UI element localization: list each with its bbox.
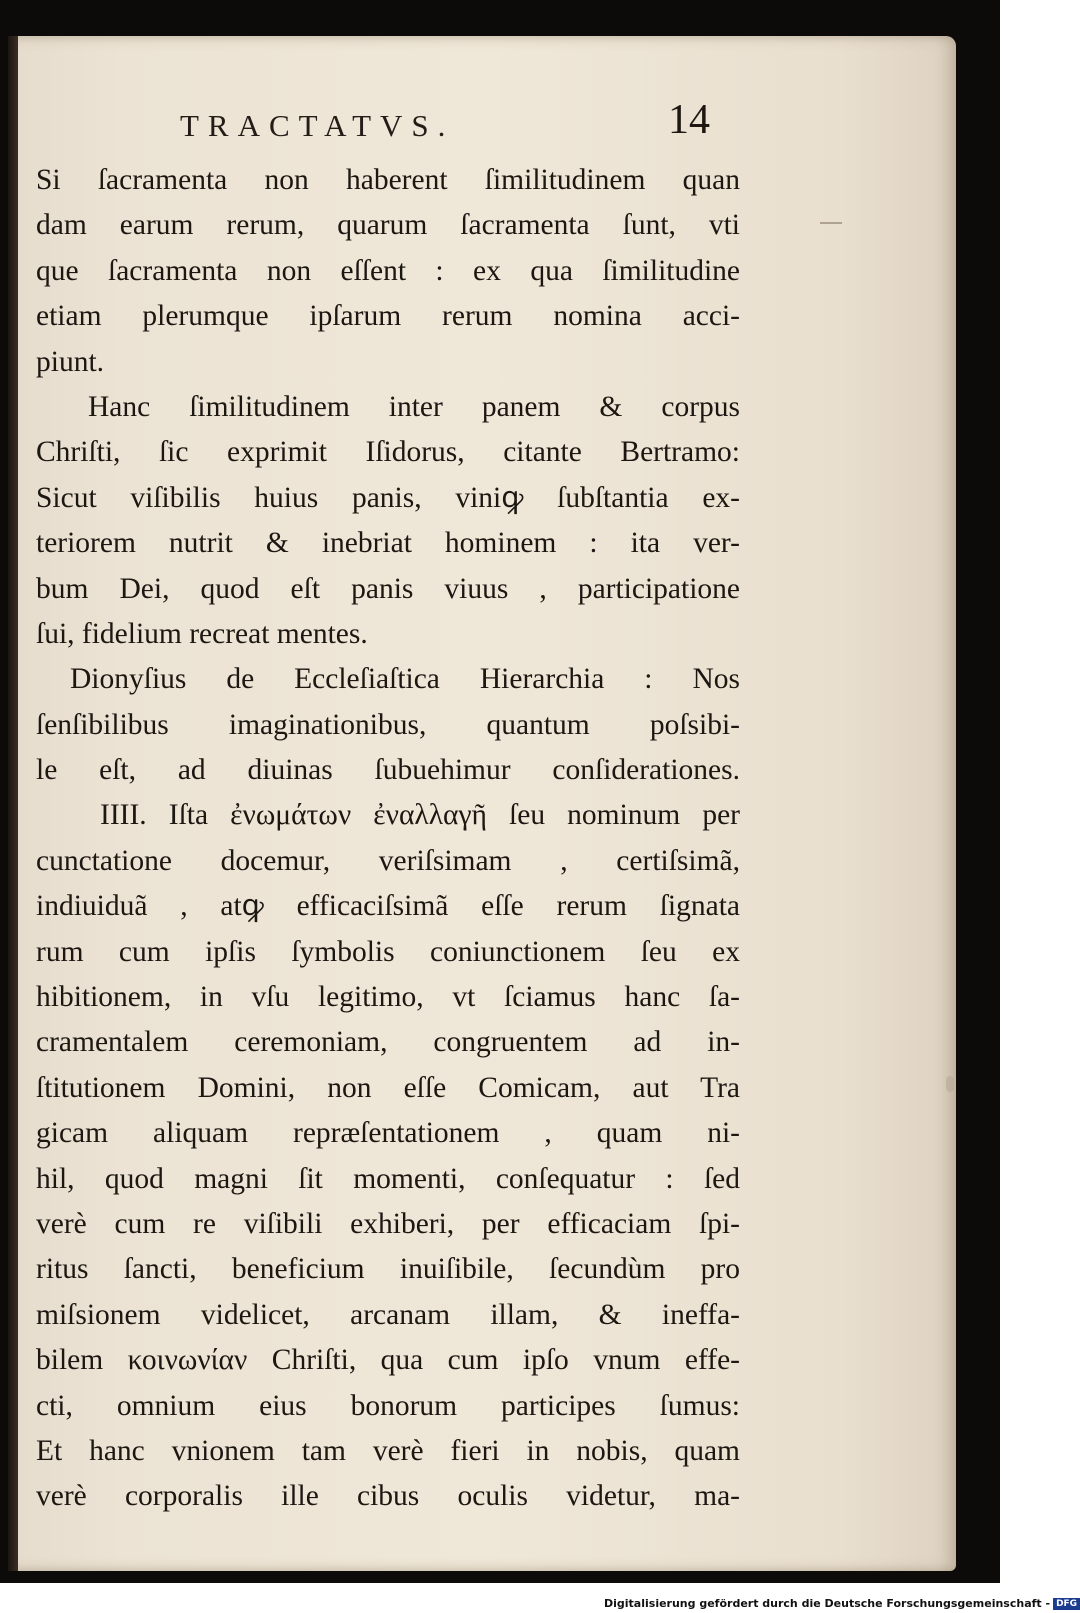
text-line: Hanc ſimilitudinem inter panem & corpus: [88, 390, 740, 423]
text-line: miſsionem videlicet, arcanam illam, & ineffa-: [36, 1298, 740, 1331]
text-line: IIII. Iſta ἐνωμάτων ἐναλλαγῆ ſeu nominum per: [100, 799, 740, 832]
text-line: Sicut viſibilis huius panis, viniꝙ ſubſtantia ex-: [36, 481, 740, 514]
text-line: ſtitutionem Domini, non eſſe Comicam, aut Tra: [36, 1071, 740, 1104]
page-number: 14: [668, 97, 710, 143]
text-line: verè corporalis ille cibus oculis videtur, ma-: [36, 1480, 740, 1513]
text-line: que ſacramenta non eſſent : ex qua ſimilitudine: [36, 254, 740, 287]
text-line: ritus ſancti, beneficium inuiſibile, ſecundùm pro: [36, 1253, 740, 1286]
text-line: ſenſibilibus imaginationibus, quantum poſsibi-: [36, 708, 740, 741]
text-line: ſui, fidelium recreat mentes.: [36, 617, 368, 650]
text-line: Si ſacramenta non haberent ſimilitudinem quan: [36, 164, 740, 196]
margin-stain: [946, 1076, 954, 1092]
text-line: bilem κοινωνίαν Chriſti, qua cum ipſo vnum effe-: [36, 1344, 740, 1377]
text-line: gicam aliquam repræſentationem , quam ni-: [36, 1117, 740, 1150]
text-line: bum Dei, quod eſt panis viuus , participatione: [36, 572, 740, 605]
text-line: etiam plerumque ipſarum rerum nomina acci-: [36, 300, 740, 333]
digitization-credit: [604, 1597, 1080, 1610]
digitization-credit-text: Digitalisierung gefördert durch die Deutsche Forschungsgemeinschaft -: [604, 1597, 1051, 1610]
text-line: teriorem nutrit & inebriat hominem : ita ver-: [36, 527, 740, 560]
text-line: hibitionem, in vſu legitimo, vt ſciamus hanc ſa-: [36, 981, 740, 1014]
text-line: cramentalem ceremoniam, congruentem ad in-: [36, 1026, 740, 1059]
text-line: le eſt, ad diuinas ſubuehimur conſiderationes.: [36, 754, 740, 787]
page-spine-shadow: [8, 36, 18, 1571]
text-line: Dionyſius de Eccleſiaſtica Hierarchia : Nos: [70, 663, 740, 696]
body-text: [36, 158, 740, 1520]
text-line: rum cum ipſis ſymbolis coniunctionem ſeu ex: [36, 935, 740, 968]
text-line: hil, quod magni ſit momenti, conſequatur : ſed: [36, 1162, 740, 1195]
text-line: cti, omnium eius bonorum participes ſumus:: [36, 1389, 740, 1422]
text-line: Et hanc vnionem tam verè fieri in nobis, quam: [36, 1434, 740, 1467]
running-head: TRACTATVS.: [180, 108, 455, 143]
text-line: verè cum re viſibili exhiberi, per efficaciam ſpi-: [36, 1207, 740, 1240]
text-line: piunt.: [36, 345, 105, 378]
text-line: indiuiduã , atꝙ efficaciſsimã eſſe rerum ſignata: [36, 890, 740, 923]
margin-mark: [820, 222, 842, 224]
text-line: dam earum rerum, quarum ſacramenta ſunt, vti: [36, 209, 740, 242]
text-line: Chriſti, ſic exprimit Iſidorus, citante Bertramo:: [36, 436, 740, 469]
text-line: cunctatione docemur, veriſsimam , certiſsimã,: [36, 844, 740, 877]
dfg-logo: DFG: [1053, 1598, 1080, 1610]
